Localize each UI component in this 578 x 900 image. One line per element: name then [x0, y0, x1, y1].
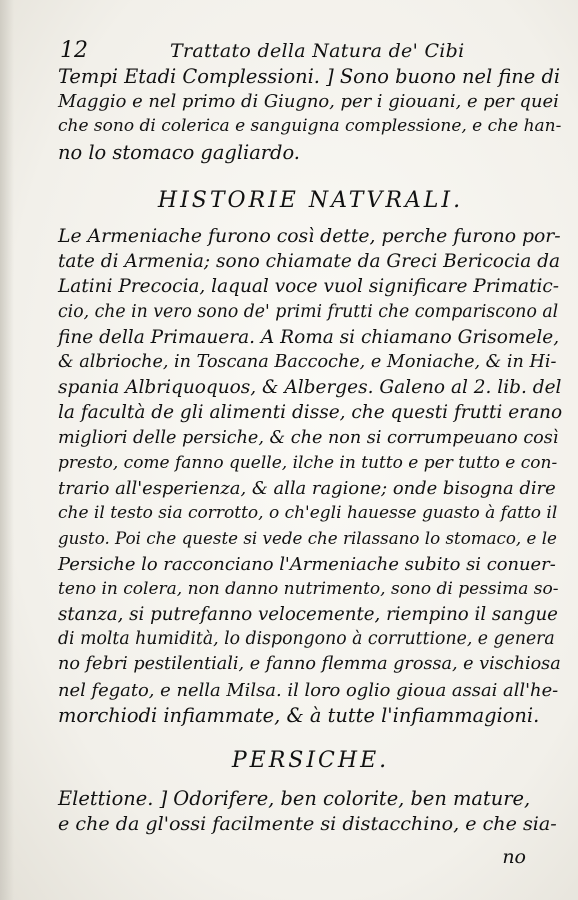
text-line: migliori delle persiche, & che non si corrumpeuano così [58, 427, 559, 448]
text-line: Maggio e nel primo di Giugno, per i giouani, e per quei [58, 91, 559, 113]
text-line: presto, come fanno quelle, ilche in tutto e per tutto e con- [58, 452, 558, 473]
text-line: Le Armeniache furono così dette, perche furono por- [58, 226, 561, 247]
text-line: che sono di colerica e sanguigna complessione, e che han- [58, 116, 562, 137]
text-line: morchiodi infiammate, & à tutte l'infiammagioni. [58, 703, 540, 727]
text-line: tate di Armenia; sono chiamate da Greci Bericocia da [58, 251, 561, 273]
text-line: fine della Primauera. A Roma si chiamano Grisomele, [58, 326, 560, 348]
text-line: e che da gl'ossi facilmente si distacchino, e che sia- [58, 812, 557, 836]
text-line: che il testo sia corrotto, o ch'egli hauesse guasto à fatto il [58, 503, 558, 524]
text-line: trario all'esperienza, & alla ragione; onde bisogna dire [58, 478, 556, 500]
text-line: spania Albriquoquos, & Alberges. Galeno al 2. lib. del [58, 377, 562, 399]
section-heading-historie: HISTORIE NATVRALI. [157, 188, 464, 213]
text-line: di molta humidità, lo dispongono à corruttione, e genera [58, 629, 555, 650]
section-heading-persiche: PERSICHE. [231, 748, 390, 773]
text-line: Elettione. ] Odorifere, ben colorite, ben mature, [58, 787, 531, 810]
text-line: cio, che in vero sono de' primi frutti che compariscono al [58, 301, 559, 322]
catchword: no [502, 846, 526, 868]
page-number: 12 [60, 38, 88, 63]
text-line: gusto. Poi che queste si vede che rilassano lo stomaco, e le [58, 528, 557, 549]
text-line: no lo stomaco gagliardo. [58, 140, 300, 164]
paragraph-armeniache [58, 224, 563, 728]
paragraph-tempi-etadi [58, 64, 563, 165]
running-title: Trattato della Natura de' Cibi [170, 40, 465, 62]
text-line: Persiche lo racconciano l'Armeniache subito si conuer- [58, 553, 556, 575]
paragraph-elettione [58, 786, 563, 836]
text-line: Tempi Etadi Complessioni. ] Sono buono nel fine di [58, 65, 561, 88]
text-line: stanza, si putrefanno velocemente, riempino il sangue [58, 604, 558, 626]
text-line: teno in colera, non danno nutrimento, sono di pessima so- [58, 578, 559, 599]
text-line: Latini Precocia, laqual voce vuol significare Primatic- [58, 276, 560, 298]
text-line: no febri pestilentiali, e fanno flemma grossa, e vischiosa [58, 654, 561, 675]
text-line: & albrioche, in Toscana Baccoche, e Moniache, & in Hi- [58, 352, 557, 373]
text-line: nel fegato, e nella Milsa. il loro oglio gioua assai all'he- [58, 679, 559, 701]
page-gutter-shadow [0, 0, 14, 900]
text-line: la facultà de gli alimenti disse, che questi frutti erano [58, 402, 563, 424]
